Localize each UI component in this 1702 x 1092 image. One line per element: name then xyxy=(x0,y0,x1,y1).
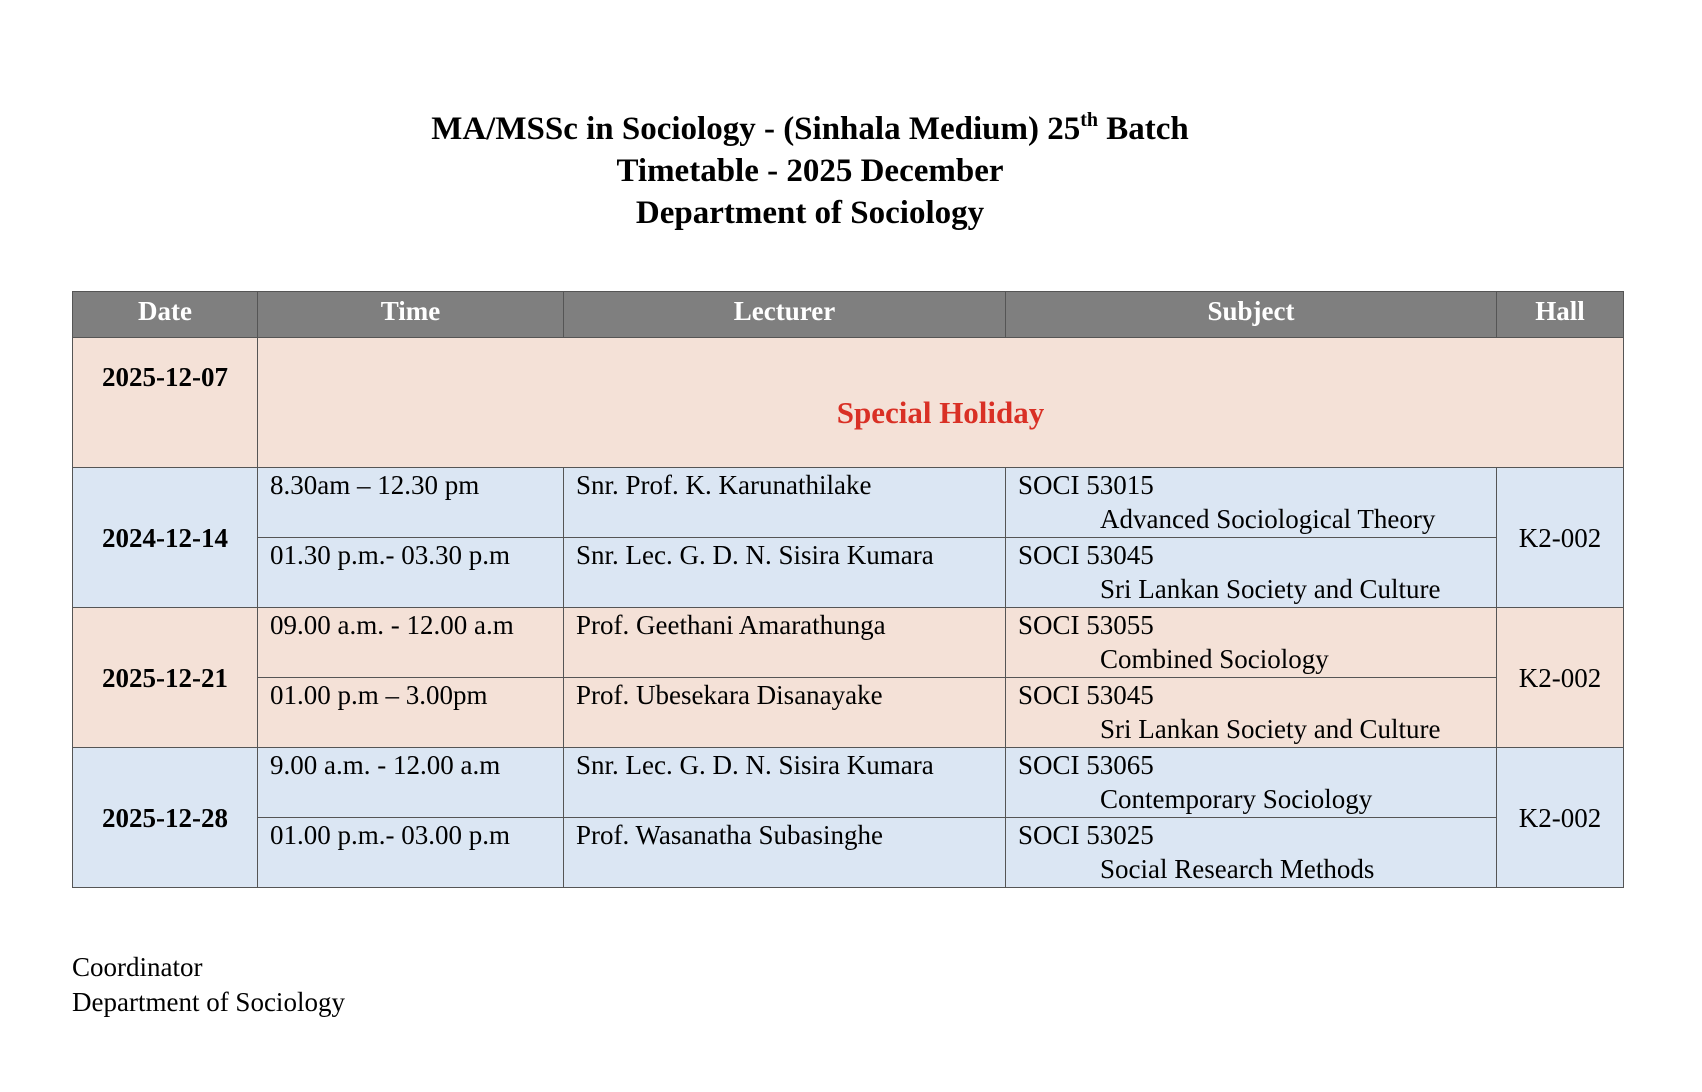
table-row xyxy=(73,538,1624,608)
hall-cell: K2-002 xyxy=(1497,468,1624,608)
table-row xyxy=(73,468,1624,538)
lecturer-cell: Snr. Lec. G. D. N. Sisira Kumara xyxy=(564,748,1006,818)
subject-code: SOCI 53055 xyxy=(1018,610,1154,640)
title-line-3: Department of Sociology xyxy=(635,195,985,231)
column-header-hall: Hall xyxy=(1497,292,1624,338)
hall-cell: K2-002 xyxy=(1497,748,1624,888)
subject-cell xyxy=(1006,468,1497,538)
column-header-date: Date xyxy=(73,292,258,338)
lecturer-cell: Snr. Lec. G. D. N. Sisira Kumara xyxy=(564,538,1006,608)
time-cell: 8.30am – 12.30 pm xyxy=(258,468,564,538)
date-cell: 2025-12-07 xyxy=(73,338,258,468)
table-row xyxy=(73,678,1624,748)
table-row xyxy=(73,748,1624,818)
document-title xyxy=(0,108,1620,234)
subject-name: Social Research Methods xyxy=(1100,854,1375,884)
subject-cell xyxy=(1006,818,1497,888)
table-row xyxy=(73,608,1624,678)
time-cell: 01.30 p.m.- 03.30 p.m xyxy=(258,538,564,608)
column-header-subject: Subject xyxy=(1006,292,1497,338)
time-cell: 9.00 a.m. - 12.00 a.m xyxy=(258,748,564,818)
subject-cell xyxy=(1006,538,1497,608)
subject-code: SOCI 53025 xyxy=(1018,820,1154,850)
signature-block xyxy=(72,950,345,1020)
date-cell: 2025-12-21 xyxy=(73,608,258,748)
signatory-department: Department of Sociology xyxy=(72,987,345,1017)
signatory-title: Coordinator xyxy=(72,952,203,982)
ordinal-superscript: th xyxy=(1080,109,1099,131)
subject-name: Contemporary Sociology xyxy=(1100,784,1373,814)
title-line-2: Timetable - 2025 December xyxy=(616,153,1004,189)
subject-code: SOCI 53045 xyxy=(1018,680,1154,710)
lecturer-cell: Prof. Ubesekara Disanayake xyxy=(564,678,1006,748)
holiday-label: Special Holiday xyxy=(258,338,1624,468)
lecturer-cell: Prof. Wasanatha Subasinghe xyxy=(564,818,1006,888)
time-cell: 09.00 a.m. - 12.00 a.m xyxy=(258,608,564,678)
subject-code: SOCI 53045 xyxy=(1018,540,1154,570)
date-cell: 2024-12-14 xyxy=(73,468,258,608)
subject-cell xyxy=(1006,608,1497,678)
date-cell: 2025-12-28 xyxy=(73,748,258,888)
lecturer-cell: Prof. Geethani Amarathunga xyxy=(564,608,1006,678)
subject-code: SOCI 53065 xyxy=(1018,750,1154,780)
subject-name: Sri Lankan Society and Culture xyxy=(1100,574,1441,604)
hall-cell: K2-002 xyxy=(1497,608,1624,748)
time-cell: 01.00 p.m.- 03.00 p.m xyxy=(258,818,564,888)
subject-name: Sri Lankan Society and Culture xyxy=(1100,714,1441,744)
time-cell: 01.00 p.m – 3.00pm xyxy=(258,678,564,748)
table-row xyxy=(73,818,1624,888)
lecturer-cell: Snr. Prof. K. Karunathilake xyxy=(564,468,1006,538)
subject-name: Advanced Sociological Theory xyxy=(1100,504,1436,534)
subject-name: Combined Sociology xyxy=(1100,644,1329,674)
table-row-holiday xyxy=(73,338,1624,468)
timetable xyxy=(72,291,1624,888)
subject-code: SOCI 53015 xyxy=(1018,470,1154,500)
column-header-time: Time xyxy=(258,292,564,338)
subject-cell xyxy=(1006,748,1497,818)
column-header-lecturer: Lecturer xyxy=(564,292,1006,338)
table-header-row xyxy=(73,292,1624,338)
subject-cell xyxy=(1006,678,1497,748)
title-line-1: MA/MSSc in Sociology - (Sinhala Medium) 25th Batch xyxy=(431,109,1189,147)
